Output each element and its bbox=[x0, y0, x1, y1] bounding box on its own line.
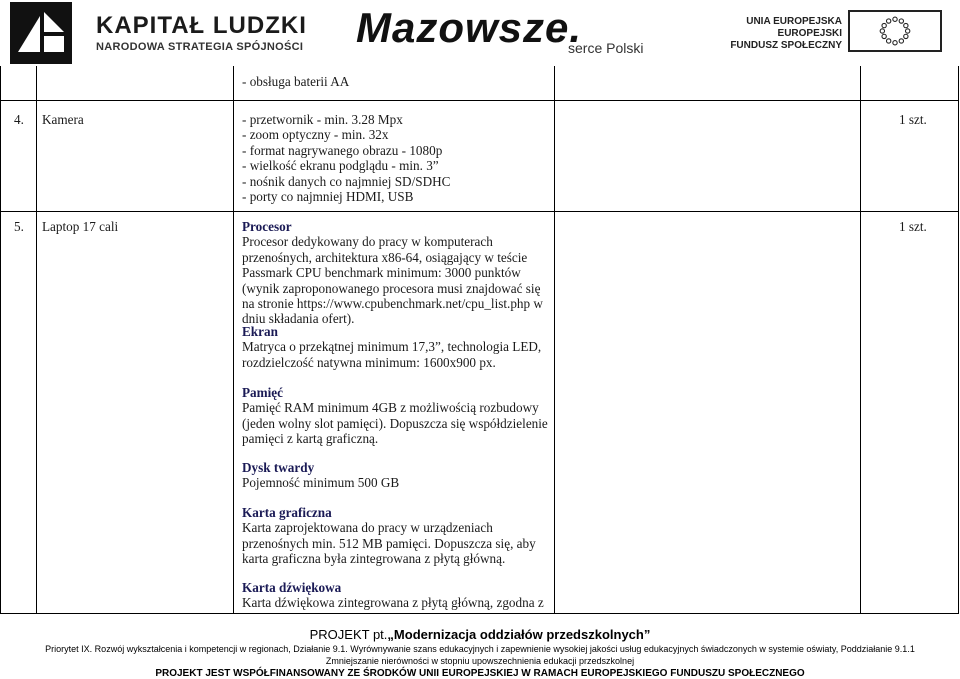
kapital-ludzki-logo bbox=[10, 2, 72, 64]
kl-subtitle: NARODOWA STRATEGIA SPÓJNOŚCI bbox=[96, 41, 304, 53]
procesor-line-5: na stronie https://www.cpubenchmark.net/cpu_list.php w bbox=[242, 296, 543, 311]
project-prefix: PROJEKT pt. bbox=[309, 627, 388, 642]
spec-table bbox=[0, 66, 960, 614]
dysk-line-1: Pojemność minimum 500 GB bbox=[242, 475, 400, 491]
karta-line-1: Karta zaprojektowana do pracy w urządzeniach bbox=[242, 520, 493, 536]
cont-line: - obsługa baterii AA bbox=[242, 74, 350, 89]
row4-qty: 1 szt. bbox=[899, 112, 927, 127]
mazowsze-tagline: serce Polski bbox=[568, 40, 644, 56]
cofinance-line: PROJEKT JEST WSPÓŁFINANSOWANY ZE ŚRODKÓW UNII EUROPEJSKIEJ W RAMACH EUROPEJSKIEGO FUNDUSZU SPOŁECZNEGO bbox=[155, 668, 805, 679]
reduction-line: Zmniejszanie nierówności w stopniu upowszechnienia edukacji przedszkolnej bbox=[325, 656, 635, 666]
procesor-line-2: przenośnych, architektura x86-64, osiągający w teście bbox=[242, 249, 528, 265]
ekran-heading: Ekran bbox=[242, 324, 278, 339]
dzwiek-line-1: Karta dźwiękowa zintegrowana z płytą główną, zgodna z bbox=[242, 595, 544, 611]
project-title: „Modernizacja oddziałów przedszkolnych” bbox=[387, 627, 651, 642]
row4-spec-1: - przetwornik - min. 3.28 Mpx bbox=[242, 112, 403, 127]
table-col-divider-4 bbox=[860, 66, 861, 614]
priority-line: Priorytet IX. Rozwój wykształcenia i kompetencji w regionach, Działanie 9.1. Wyrównywanie szans edukacyjnych i zapewnienie wysokiej jakości usług edukacyjnych świadczonych w systemie oświaty, Poddziałanie 9.1.1 bbox=[45, 644, 915, 654]
ekran-line-1: Matryca o przekątnej minimum 17,3”, technologia LED, bbox=[242, 339, 542, 355]
pamiec-line-2: (jeden wolny slot pamięci). Dopuszcza się współdzielenie bbox=[242, 415, 548, 431]
table-col-divider-1 bbox=[36, 66, 37, 614]
row-divider-1 bbox=[0, 100, 959, 101]
ue-line3: FUNDUSZ SPOŁECZNY bbox=[730, 40, 842, 51]
row4-spec-2: - zoom optyczny - min. 32x bbox=[242, 127, 389, 143]
table-col-divider-2 bbox=[233, 66, 234, 614]
row4-number: 4. bbox=[14, 112, 24, 127]
row5-qty: 1 szt. bbox=[899, 219, 927, 234]
karta-line-3: karta graficzna była zintegrowana z płytą główną. bbox=[242, 551, 506, 567]
dysk-heading: Dysk twardy bbox=[242, 460, 315, 475]
mazowsze-wordmark: Mazowsze. bbox=[356, 4, 583, 51]
table-col-divider-3 bbox=[554, 66, 555, 614]
row-divider-2 bbox=[0, 211, 959, 212]
procesor-heading: Procesor bbox=[242, 219, 292, 234]
karta-heading: Karta graficzna bbox=[242, 505, 332, 520]
procesor-line-3: Passmark CPU benchmark minimum: 3000 punktów bbox=[242, 265, 521, 281]
pamiec-line-3: pamięci z kartą graficzną. bbox=[242, 431, 379, 447]
pamiec-heading: Pamięć bbox=[242, 385, 284, 400]
procesor-line-4: (wynik zaproponowanego procesora musi znajdować się bbox=[242, 280, 541, 296]
row4-spec-6: - porty co najmniej HDMI, USB bbox=[242, 189, 414, 204]
row4-spec-3: - format nagrywanego obrazu - 1080p bbox=[242, 142, 443, 158]
row4-spec-4: - wielkość ekranu podglądu - min. 3” bbox=[242, 158, 439, 174]
row5-name: Laptop 17 cali bbox=[42, 219, 119, 234]
table-border-left bbox=[0, 66, 1, 614]
pamiec-line-1: Pamięć RAM minimum 4GB z możliwością rozbudowy bbox=[242, 400, 539, 416]
row4-name: Kamera bbox=[42, 112, 84, 127]
ekran-line-2: rozdzielczość natywna minimum: 1600x900 px. bbox=[242, 354, 496, 370]
eu-flag-icon bbox=[848, 10, 942, 52]
page-header bbox=[0, 0, 960, 66]
procesor-line-1: Procesor dedykowany do pracy w komputerach bbox=[242, 234, 493, 250]
row5-number: 5. bbox=[14, 219, 24, 234]
project-title-line bbox=[0, 627, 960, 642]
kapital-ludzki-text bbox=[96, 14, 307, 53]
ue-text bbox=[726, 16, 842, 52]
page-footer bbox=[0, 614, 960, 679]
procesor-line-6: dniu składania ofert). bbox=[242, 311, 355, 327]
ue-line2: EUROPEJSKI bbox=[777, 28, 842, 39]
dzwiek-heading: Karta dźwiękowa bbox=[242, 580, 342, 595]
karta-line-2: przenośnych min. 512 MB pamięci. Dopuszcza się, aby bbox=[242, 535, 536, 551]
table-border-right bbox=[958, 66, 959, 614]
kl-title: KAPITAŁ LUDZKI bbox=[96, 12, 307, 39]
ue-line1: UNIA EUROPEJSKA bbox=[746, 16, 842, 27]
row4-spec-5: - nośnik danych co najmniej SD/SDHC bbox=[242, 173, 451, 189]
